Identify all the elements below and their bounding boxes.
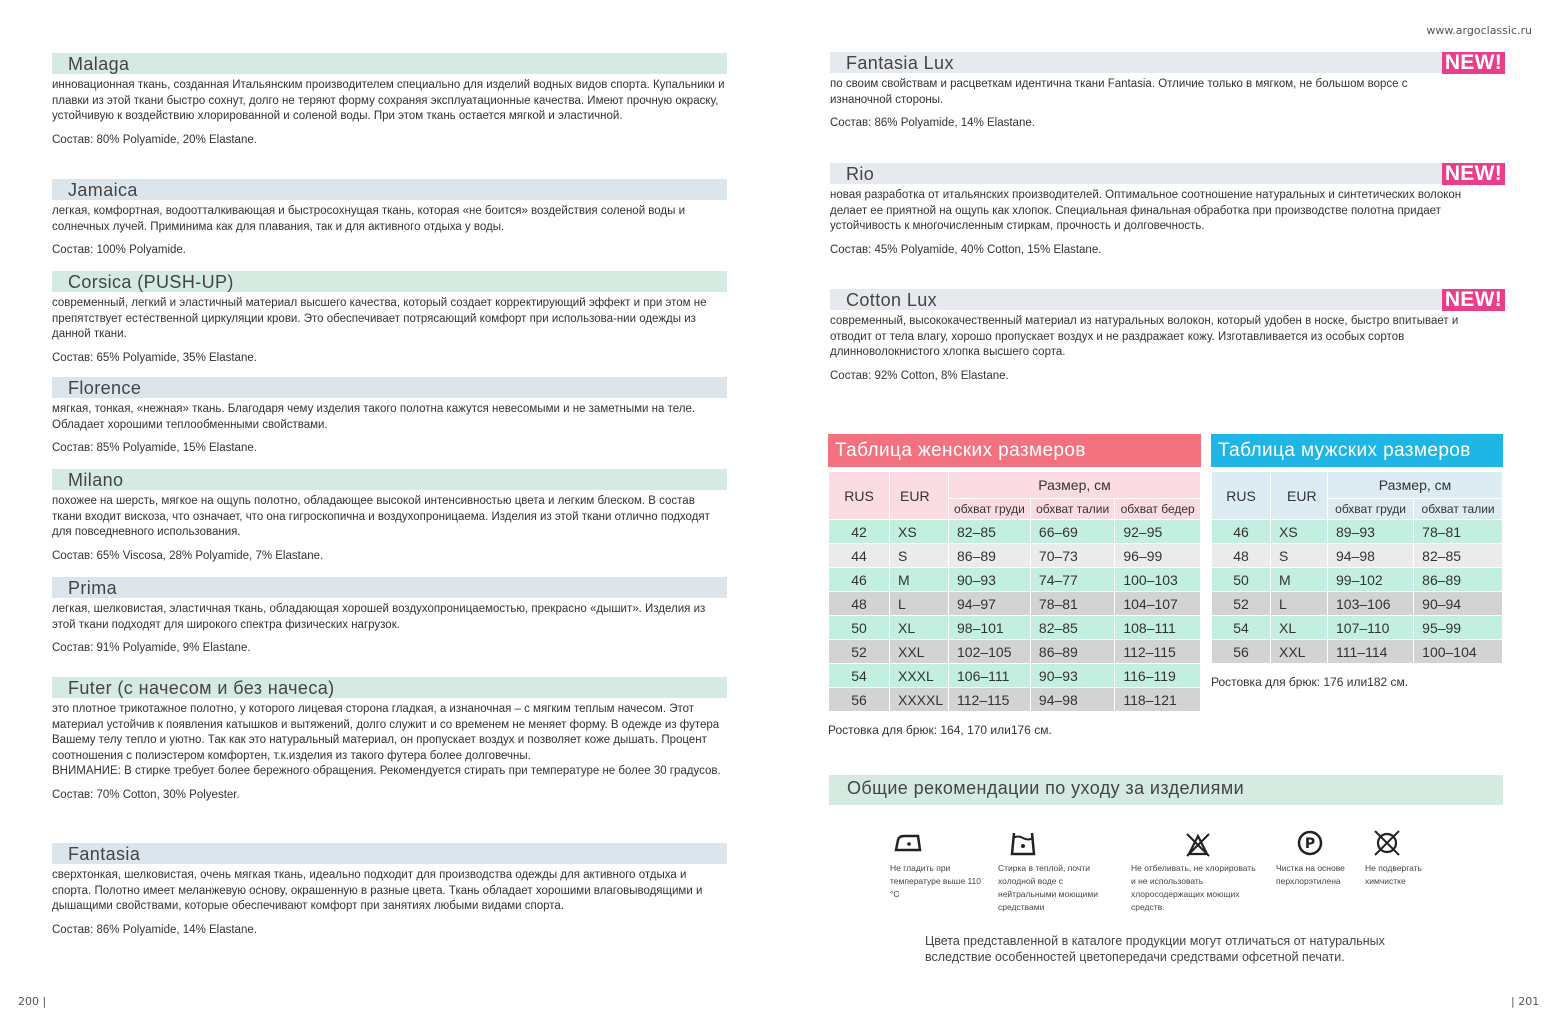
- table-row: 52 L 103–106 90–94: [1212, 592, 1503, 616]
- table-row: 48 S 94–98 82–85: [1212, 544, 1503, 568]
- fabric-florence: [52, 377, 727, 457]
- sub-col: обхват талии: [1030, 499, 1114, 520]
- col-size: Размер, см: [949, 472, 1201, 499]
- table-row: 50 M 99–102 86–89: [1212, 568, 1503, 592]
- fabric-desc: легкая, шелковистая, эластичная ткань, обладающая хорошей воздухопроницаемостью, прекрасно «дышит». Изделия из этой ткани подходят для широкого спектра физических нагрузок.: [52, 603, 706, 631]
- care-label: Не отбеливать, не хлорировать и не использовать хлоросодержащих моющих средств.: [1131, 863, 1256, 912]
- dry-clean-p-icon: [1276, 828, 1336, 858]
- fabric-rio: [830, 163, 1505, 258]
- women-height-note: Ростовка для брюк: 164, 170 или176 см.: [828, 723, 1052, 737]
- fabric-composition: Состав: 65% Polyamide, 35% Elastane.: [52, 351, 257, 364]
- sub-col: обхват бедер: [1115, 499, 1201, 520]
- page-number-left: 200 |: [18, 995, 47, 1008]
- fabric-title: Milano: [68, 470, 124, 490]
- table-row: 46 XS 89–93 78–81: [1212, 520, 1503, 544]
- wash-icon: [998, 828, 1048, 858]
- sub-col: обхват груди: [949, 499, 1031, 520]
- fabric-desc: современный, высококачественный материал из натуральных волокон, который удобен в носке, быстро впитывает и отводит от тела влагу, хорошо пропускает воздух и не раздражает кожу. Изготавливается из особых сортов длинноволокнистого хлопка высшего сорта.: [830, 315, 1459, 359]
- fabric-fantasia-lux: [830, 52, 1505, 132]
- fabric-title: Malaga: [68, 54, 130, 74]
- fabric-composition: Состав: 86% Polyamide, 14% Elastane.: [830, 117, 1035, 130]
- care-title: Общие рекомендации по уходу за изделиями: [847, 778, 1245, 798]
- fabric-title: Prima: [68, 578, 118, 598]
- fabric-desc: инновационная ткань, созданная Итальянским производителем специально для изделий водных видов спорта. Купальники и плавки из этой ткани быстро сохнут, долго не теряют форму сохраняя эксплуатационные качества. Имеют прочную окраску, устойчивую к воздействию хлорированной и соленой воды. При этом ткань остается мягкой и эластичной.: [52, 79, 725, 123]
- fabric-composition: Состав: 100% Polyamide.: [52, 244, 186, 257]
- care-label: Чистка на основе перхлорэтилена: [1276, 863, 1345, 886]
- fabric-desc: по своим свойствам и расцветкам идентична ткани Fantasia. Отличие только в мягком, не большом ворсе с изнаночной стороны.: [830, 78, 1408, 106]
- fabric-composition: Состав: 70% Cotton, 30% Polyester.: [52, 788, 240, 801]
- fabric-desc: мягкая, тонкая, «нежная» ткань. Благодаря чему изделия такого полотна кажутся невесомыми и не заметными на теле. Обладает хорошими теплообменными свойствами.: [52, 403, 696, 431]
- fabric-title: Futer (с начесом и без начеса): [68, 678, 335, 698]
- table-row: 48 L 94–97 78–81 104–107: [829, 592, 1201, 616]
- table-row: 52 XXL 102–105 86–89 112–115: [829, 640, 1201, 664]
- fabric-corsica: [52, 271, 727, 366]
- fabric-desc: это плотное трикотажное полотно, у которого лицевая сторона гладкая, а изнаночная – с мягким теплым начесом. Этот материал устойчив к появления катышков и вытяжений, долго служит и со временем не меняет форму. В одежде из футера Вашему телу тепло и уютно. Так как это натуральный материал, он пропускает воздух и позволяет коже дышать. Процент соотношения с полиэстером комфортен, т.к.изделия из такого футера более долговечны.: [52, 703, 720, 762]
- col-eur: EUR: [1271, 472, 1328, 520]
- fabric-futer: [52, 677, 727, 804]
- fabric-composition: Состав: 45% Polyamide, 40% Cotton, 15% Elastane.: [830, 243, 1102, 256]
- table-row: 54 XL 107–110 95–99: [1212, 616, 1503, 640]
- sub-col: обхват груди: [1328, 499, 1414, 520]
- care-section-header: [829, 775, 1503, 805]
- fabric-desc: сверхтонкая, шелковистая, очень мягкая ткань, идеально подходит для производства одежды для активного отдыха и спорта. Полотно имеет меланжевую основу, окрашенную в разные цвета. Ткань обладает хорошими влаговыводящими и дышащими свойствами, которые обеспечивают комфорт при занятиях любыми видами спорта.: [52, 869, 703, 913]
- care-item-wash: [998, 828, 1118, 914]
- no-bleach-icon: [1131, 828, 1211, 858]
- fabric-title: Fantasia: [68, 844, 141, 864]
- col-rus: RUS: [1212, 472, 1271, 520]
- table-row: 54 XXXL 106–111 90–93 116–119: [829, 664, 1201, 688]
- fabric-title: Corsica (PUSH-UP): [68, 272, 234, 292]
- fabric-warning: ВНИМАНИЕ: В стирке требует более бережного обращения. Рекомендуется стирать при температуре не более 30 градусов.: [52, 765, 721, 778]
- fabric-desc: легкая, комфортная, водоотталкивающая и быстросохнущая ткань, которая «не боится» воздействия соленой воды и солнечных лучей. Приминима как для плавания, так и для активного отдыха у воды.: [52, 205, 686, 233]
- care-item-dry-clean: [1276, 828, 1356, 888]
- sub-col: обхват талии: [1414, 499, 1503, 520]
- no-dry-clean-icon: [1365, 828, 1415, 858]
- fabric-cotton-lux: [830, 289, 1505, 384]
- care-item-no-dry-clean: [1365, 828, 1435, 888]
- men-size-table: [1211, 434, 1503, 689]
- fabric-title: Fantasia Lux: [846, 53, 954, 73]
- table-row: 56 XXL 111–114 100–104: [1212, 640, 1503, 664]
- fabric-prima: [52, 577, 727, 657]
- fabric-composition: Состав: 86% Polyamide, 14% Elastane.: [52, 923, 257, 936]
- table-row: 46 M 90–93 74–77 100–103: [829, 568, 1201, 592]
- fabric-title: Rio: [846, 164, 875, 184]
- new-badge: NEW!: [1442, 52, 1505, 74]
- care-item-iron: [890, 828, 990, 901]
- col-size: Размер, см: [1328, 472, 1503, 499]
- svg-text:P: P: [1304, 836, 1316, 852]
- new-badge: NEW!: [1442, 163, 1505, 185]
- page-number-right: | 201: [1511, 995, 1540, 1008]
- fabric-malaga: [52, 53, 727, 148]
- care-label: Не подвергать химчистке: [1365, 863, 1422, 886]
- fabric-desc: похожее на шерсть, мягкое на ощупь полотно, обладающее высокой интенсивностью цвета и легким блеском. В состав ткани входит вискоза, что означает, что она гигроскопична и воздухопроницаема. Изделия из этой ткани отлично подходят для повседневного использования.: [52, 495, 710, 539]
- fabric-milano: [52, 469, 727, 564]
- care-item-no-bleach: [1131, 828, 1261, 914]
- women-size-table: [828, 434, 1201, 737]
- col-rus: RUS: [829, 472, 890, 520]
- fabric-desc: современный, легкий и эластичный материал высшего качества, который создает корректирующий эффект и при этом не препятствует естественной циркуляции крови. Это обеспечивает потрясающий комфорт при использова-нии одежды из данной ткани.: [52, 297, 707, 341]
- iron-icon: [890, 828, 930, 858]
- table-row: 42 XS 82–85 66–69 92–95: [829, 520, 1201, 544]
- color-disclaimer: Цвета представленной в каталоге продукции могут отличаться от натуральных вследствие особенностей цветопередачи средствами офсетной печати.: [925, 934, 1385, 964]
- site-url[interactable]: www.argoclassic.ru: [1426, 24, 1532, 37]
- new-badge: NEW!: [1442, 289, 1505, 311]
- fabric-title: Jamaica: [68, 180, 138, 200]
- table-row: 50 XL 98–101 82–85 108–111: [829, 616, 1201, 640]
- men-table-title: Таблица мужских размеров: [1211, 434, 1503, 467]
- men-height-note: Ростовка для брюк: 176 или182 см.: [1211, 675, 1409, 689]
- fabric-composition: Состав: 85% Polyamide, 15% Elastane.: [52, 442, 257, 455]
- fabric-fantasia: [52, 843, 727, 938]
- col-eur: EUR: [890, 472, 949, 520]
- fabric-composition: Состав: 91% Polyamide, 9% Elastane.: [52, 642, 251, 655]
- fabric-title: Cotton Lux: [846, 290, 938, 310]
- table-row: 44 S 86–89 70–73 96–99: [829, 544, 1201, 568]
- fabric-composition: Состав: 92% Cotton, 8% Elastane.: [830, 369, 1009, 382]
- care-label: Стирка в теплой, почти холодной воде с нейтральными моющими средствами: [998, 863, 1098, 912]
- fabric-composition: Состав: 80% Polyamide, 20% Elastane.: [52, 133, 257, 146]
- fabric-jamaica: [52, 179, 727, 259]
- fabric-composition: Состав: 65% Viscosa, 28% Polyamide, 7% Elastane.: [52, 549, 324, 562]
- fabric-desc: новая разработка от итальянских производителей. Оптимальное соотношение натуральных и синтетических волокон делает ее приятной на ощупь как хлопок. Специальная финальная обработка при производстве полотна придает устойчивость к многочисленным стиркам, прочность и долговечность.: [830, 189, 1462, 233]
- care-label: Не гладить при температуре выше 110 °C: [890, 863, 982, 899]
- fabric-title: Florence: [68, 378, 142, 398]
- table-row: 56 XXXXL 112–115 94–98 118–121: [829, 688, 1201, 712]
- women-table-title: Таблица женских размеров: [828, 434, 1201, 467]
